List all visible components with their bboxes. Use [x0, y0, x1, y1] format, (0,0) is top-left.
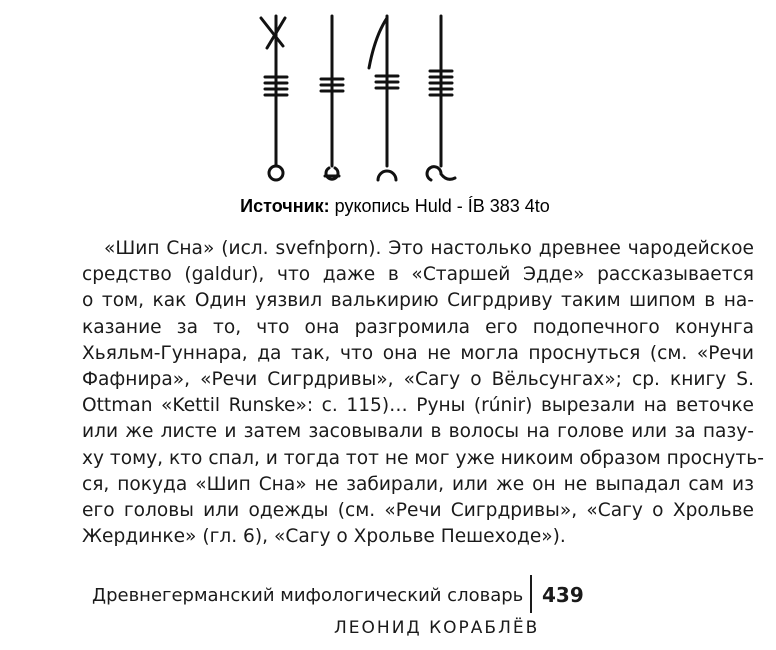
- paragraph-line: казание за то, что она разгромила его подопечного конунга: [82, 316, 754, 338]
- paragraph-line: или же листе и затем засовывали в волосы на голове или за пазу-: [82, 421, 754, 443]
- paragraph-line: Ottman «Kettil Runske»: с. 115)… Руны (rúnir) вырезали на веточке: [82, 395, 754, 417]
- paragraph-line: Фафнира», «Речи Сигрдривы», «Сагу о Вёльсунгах»; ср. книгу S.: [82, 369, 754, 391]
- rune-staves-icon: [245, 6, 485, 186]
- rune-stave-4: [427, 16, 455, 180]
- paragraph-line: его головы или одежды (см. «Речи Сигрдривы», «Сагу о Хрольве: [82, 500, 754, 522]
- caption-source: рукопись Huld - ÍB 383 4to: [329, 196, 550, 216]
- paragraph-line: ся, покуда «Шип Сна» не забирали, или же он не выпадал сам из: [82, 473, 754, 495]
- page-number: 439: [542, 583, 584, 607]
- paragraph-line: о том, как Один уязвил валькирию Сигрдриву таким шипом в на-: [82, 290, 754, 312]
- rune-stave-2: [321, 16, 343, 179]
- author-name: ЛЕОНИД КОРАБЛЁВ: [334, 618, 540, 638]
- paragraph-line: ху тому, кто спал, и тогда тот не мог уже никоим образом проснуть-: [82, 447, 764, 469]
- paragraph-line: Хьяльм-Гуннара, да так, что она не могла проснуться (см. «Речи: [82, 342, 754, 364]
- footer-divider: [530, 575, 532, 613]
- paragraph-line: «Шип Сна» (исл. svefnþorn). Это настолько древнее чародейское: [104, 238, 754, 259]
- caption-label: Источник:: [240, 196, 330, 216]
- article-paragraph: [82, 236, 764, 550]
- figure-caption: [0, 196, 776, 217]
- sleep-thorn-staves-figure: [245, 6, 485, 186]
- paragraph-line: Жердинке» (гл. 6), «Сагу о Хрольве Пешеходе»).: [82, 526, 566, 548]
- rune-stave-3: [369, 16, 398, 180]
- paragraph-line: средство (galdur), что даже в «Старшей Эдде» рассказывается: [82, 264, 754, 286]
- rune-stave-1: [261, 16, 287, 180]
- book-title: Древнегерманский мифологический словарь: [92, 585, 524, 606]
